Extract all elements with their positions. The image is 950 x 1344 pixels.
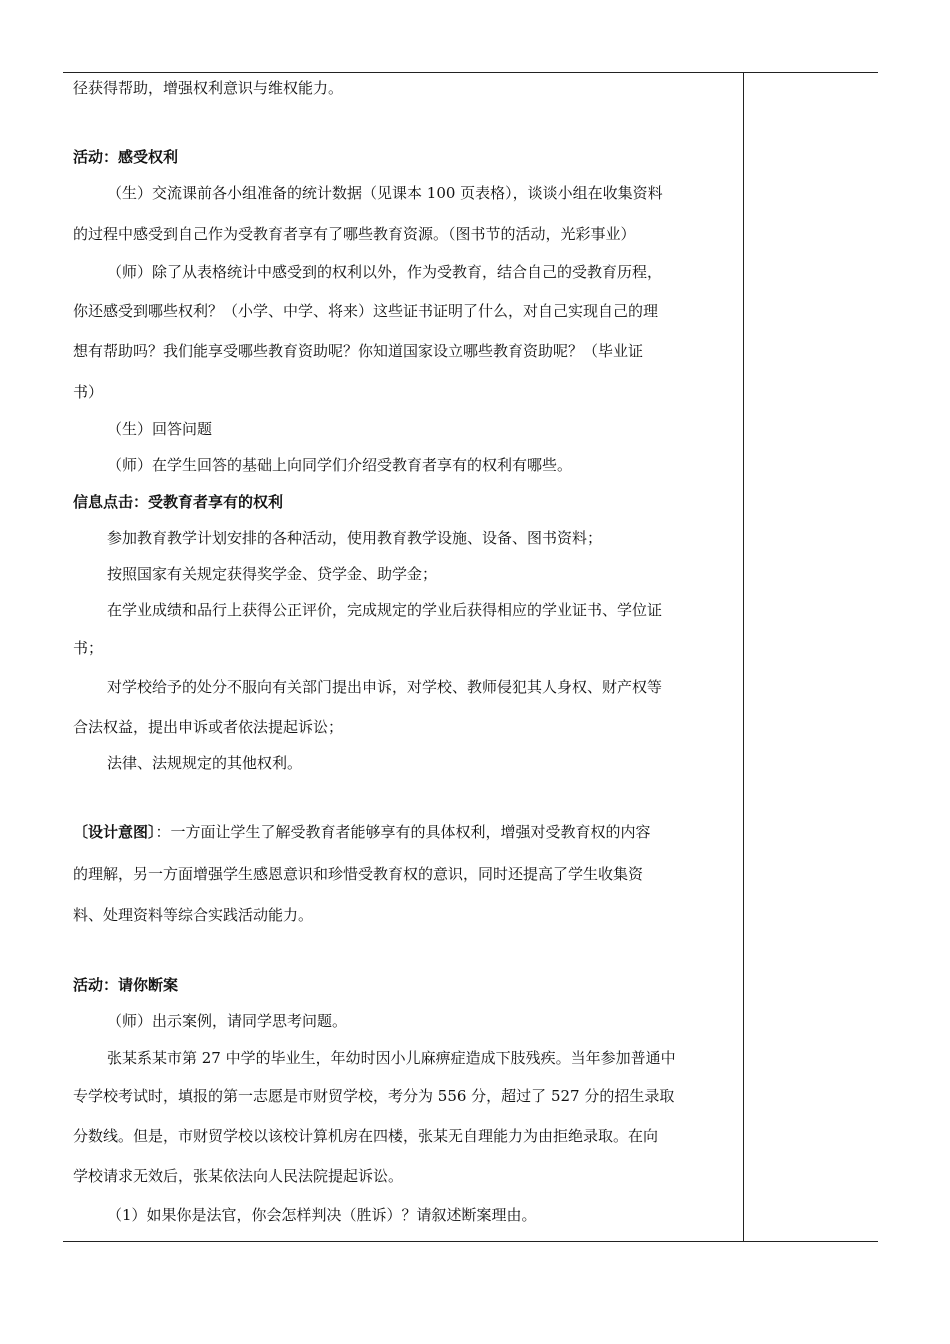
text-line: 想有帮助吗？我们能享受哪些教育资助呢？你知道国家设立哪些教育资助呢？（毕业证 [73, 342, 644, 360]
text-line: 合法权益，提出申诉或者依法提起诉讼； [73, 718, 344, 736]
text-line: 料、处理资料等综合实践活动能力。 [73, 906, 314, 924]
text-line: 径获得帮助，增强权利意识与维权能力。 [73, 79, 344, 97]
text-line: （生）回答问题 [107, 420, 213, 438]
table-top-border [63, 72, 878, 73]
text-line: 在学业成绩和品行上获得公正评价，完成规定的学业后获得相应的学业证书、学位证 [107, 601, 663, 619]
text-line: （师）在学生回答的基础上向同学们介绍受教育者享有的权利有哪些。 [107, 456, 573, 474]
text-line: 学校请求无效后，张某依法向人民法院提起诉讼。 [73, 1167, 404, 1185]
text-line: 参加教育教学计划安排的各种活动，使用教育教学设施、设备、图书资料； [107, 529, 603, 547]
text-line: 专学校考试时，填报的第一志愿是市财贸学校，考分为 556 分，超过了 527 分的招生录取 [73, 1087, 675, 1105]
text-line: 你还感受到哪些权利？（小学、中学、将来）这些证书证明了什么，对自己实现自己的理 [73, 302, 659, 320]
text-line: 的理解，另一方面增强学生感恩意识和珍惜受教育权的意识，同时还提高了学生收集资 [73, 865, 644, 883]
text-line: （生）交流课前各小组准备的统计数据（见课本 100 页表格），谈谈小组在收集资料 [107, 184, 663, 202]
text-line: 分数线。但是，市财贸学校以该校计算机房在四楼，张某无自理能力为由拒绝录取。在向 [73, 1127, 659, 1145]
section-heading-activity-judge-case: 活动：请你断案 [73, 976, 179, 994]
text-line: （师）除了从表格统计中感受到的权利以外，作为受教育，结合自己的受教育历程， [107, 263, 663, 281]
section-heading-activity-feel-rights: 活动：感受权利 [73, 148, 179, 166]
text-line: 按照国家有关规定获得奖学金、贷学金、助学金； [107, 565, 438, 583]
table-column-divider [743, 72, 744, 1242]
text-line: 张某系某市第 27 中学的毕业生，年幼时因小儿麻痹症造成下肢残疾。当年参加普通中 [107, 1049, 676, 1067]
table-bottom-border [63, 1241, 878, 1242]
section-heading-info-click: 信息点击：受教育者享有的权利 [73, 493, 284, 511]
design-intent-text: ：一方面让学生了解受教育者能够享有的具体权利，增强对受教育权的内容 [155, 823, 651, 841]
text-line: 对学校给予的处分不服向有关部门提出申诉，对学校、教师侵犯其人身权、财产权等 [107, 678, 663, 696]
text-line: 书； [73, 639, 104, 657]
text-line: 法律、法规规定的其他权利。 [107, 754, 303, 772]
design-intent-label: 〔设计意图〕 [73, 823, 156, 841]
design-intent-line [73, 822, 651, 842]
question-line: （1）如果你是法官，你会怎样判决（胜诉）？请叙述断案理由。 [107, 1206, 537, 1224]
text-line: （师）出示案例，请同学思考问题。 [107, 1012, 348, 1030]
text-line: 的过程中感受到自己作为受教育者享有了哪些教育资源。（图书节的活动，光彩事业） [73, 225, 636, 243]
text-line: 书） [73, 383, 104, 401]
